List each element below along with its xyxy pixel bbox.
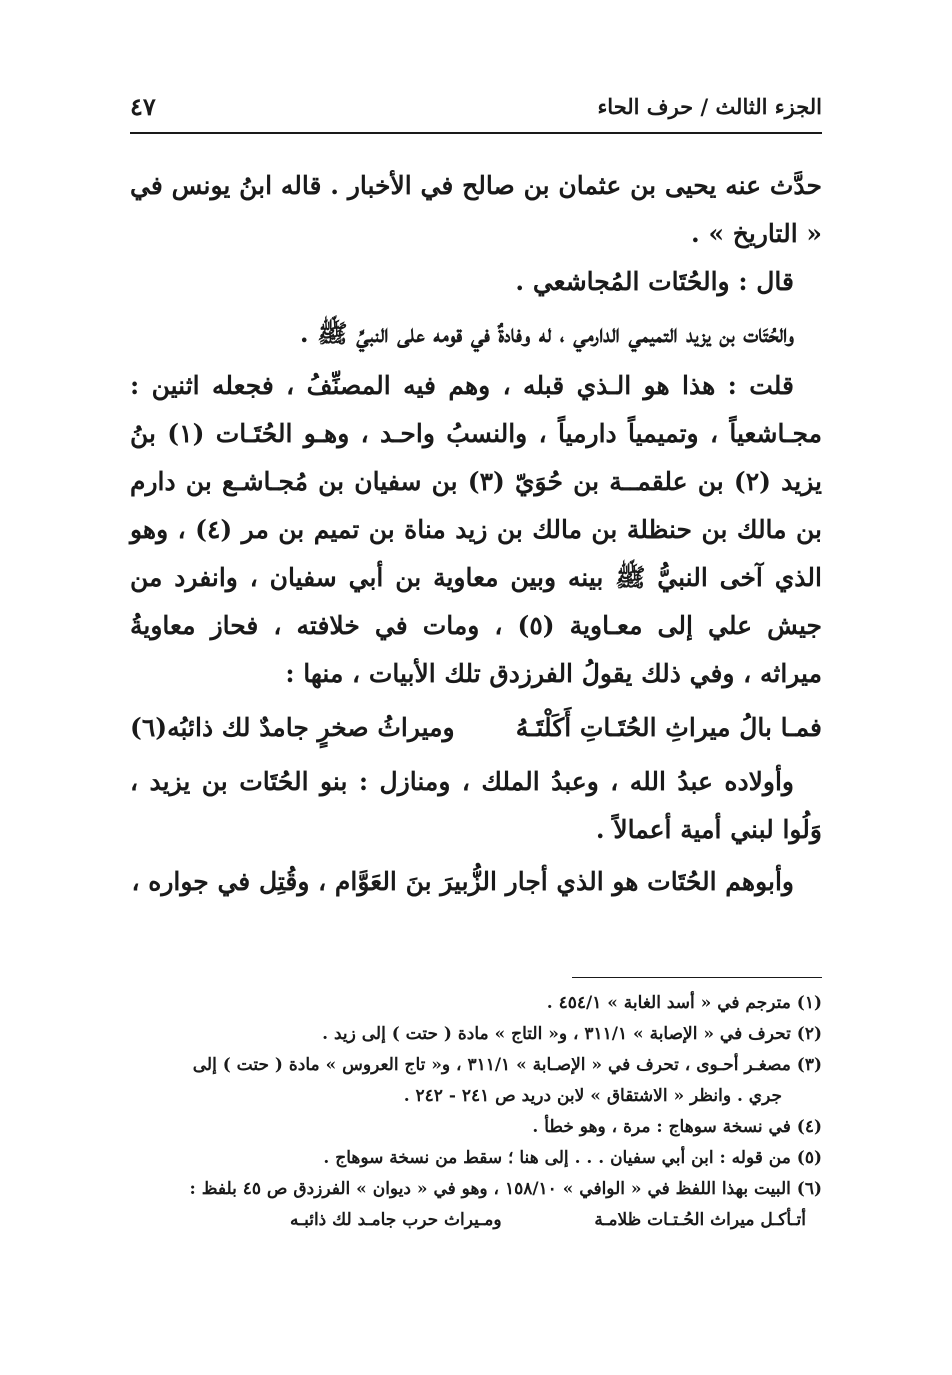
footnote-6: (٦) البيت بهذا اللفظ في « الوافي » ١٥٨/١٠ ، وهو في « ديوان » الفرزدق ص ٤٥ بلفظ : xyxy=(189,1179,822,1199)
paragraph-5: وأولاده عبدُ الله ، وعبدُ الملك ، ومنازل : بنو الحُتَات بن يزيد ، وَلُوا لبني أمية أعمالاً . xyxy=(130,767,822,844)
footnote-verse-second: ومـيراث حرب جامـد لك ذائبـه xyxy=(290,1210,502,1230)
page-number: ٤٧ xyxy=(130,92,156,121)
footnote-verse-first: أتـأكـل ميراث الحُـتـات ظلامـة xyxy=(594,1210,806,1230)
running-title: الجزء الثالث / حرف الحاء xyxy=(597,94,822,119)
paragraph-3: والحُتَات بن يزيد التميمي الدارمي ، له وفادةٌ في قومه على النبيِّ ﷺ . xyxy=(299,319,794,348)
paragraph-6: وأبوهم الحُتَات هو الذي أجار الزُّبيرَ بنَ العَوَّام ، وقُتِل في جواره ، xyxy=(131,867,794,896)
footnote-3: (٣) مصغـر أحـوى ، تحرف في « الإصـابة » ٣١١/١ ، و« تاج العروس » مادة ( حتت ) إلى xyxy=(192,1055,822,1075)
poem-verse xyxy=(130,704,822,752)
footnote-2: (٢) تحرف في « الإصابة » ٣١١/١ ، و« التاج » مادة ( حتت ) إلى زيد . xyxy=(322,1024,822,1044)
main-text xyxy=(130,162,822,906)
paragraph-4: قلت : هذا هو الـذي قبله ، وهم فيه المصنِّفُ ، فجعله اثنين : مجـاشعياً ، وتميمياً دارمياً ، والنسبُ واحـد ، وهـو الحُتَـات (١) بنُ يزيد (٢) بن علقمــة بن حُوَيّ (٣) بن سفيان بن مُجـاشـع بن دارم بن مالك بن حنظلة بن مالك بن زيد مناة بن تميم بن مر (٤) ، وهو الذي آخى النبيُّ ﷺ بينه وبين معاوية بن أبي سفيان ، وانفرد من جيش علي إلى معـاوية (٥) ، ومات في خلافته ، فحاز معاويةُ ميراثه ، وفي ذلك يقولُ الفرزدق تلك الأبيات ، منها : xyxy=(130,371,822,688)
footnote-4: (٤) في نسخة سوهاج : مرة ، وهو خطأ . xyxy=(532,1117,822,1137)
header-rule xyxy=(130,132,822,134)
paragraph-2: قال : والحُتَات المُجاشعي . xyxy=(515,267,794,296)
footnote-6-verse xyxy=(130,1205,822,1236)
verse-first-hemistich: فمـا بالُ ميراثِ الحُتَـاتِ أَكَلْتَـهُ xyxy=(515,713,822,742)
footnote-1: (١) مترجم في « أسد الغابة » ٤٥٤/١ . xyxy=(546,993,822,1013)
verse-second-hemistich: وميراثُ صخرٍ جامدٌ لك ذائبُه(٦) xyxy=(130,713,455,742)
page-header xyxy=(130,92,822,128)
footnote-3-continued: جري . وانظر « الاشتقاق » لابن دريد ص ٢٤١ - ٢٤٢ . xyxy=(403,1086,782,1106)
footnotes xyxy=(130,988,822,1236)
footnote-5: (٥) من قوله : ابن أبي سفيان . . . إلى هنا ؛ سقط من نسخة سوهاج . xyxy=(323,1148,822,1168)
footnote-rule xyxy=(572,977,822,978)
paragraph-1: حدَّث عنه يحيى بن عثمان بن صالح في الأخبار . قاله ابنُ يونس في « التاريخ » . xyxy=(130,171,822,248)
